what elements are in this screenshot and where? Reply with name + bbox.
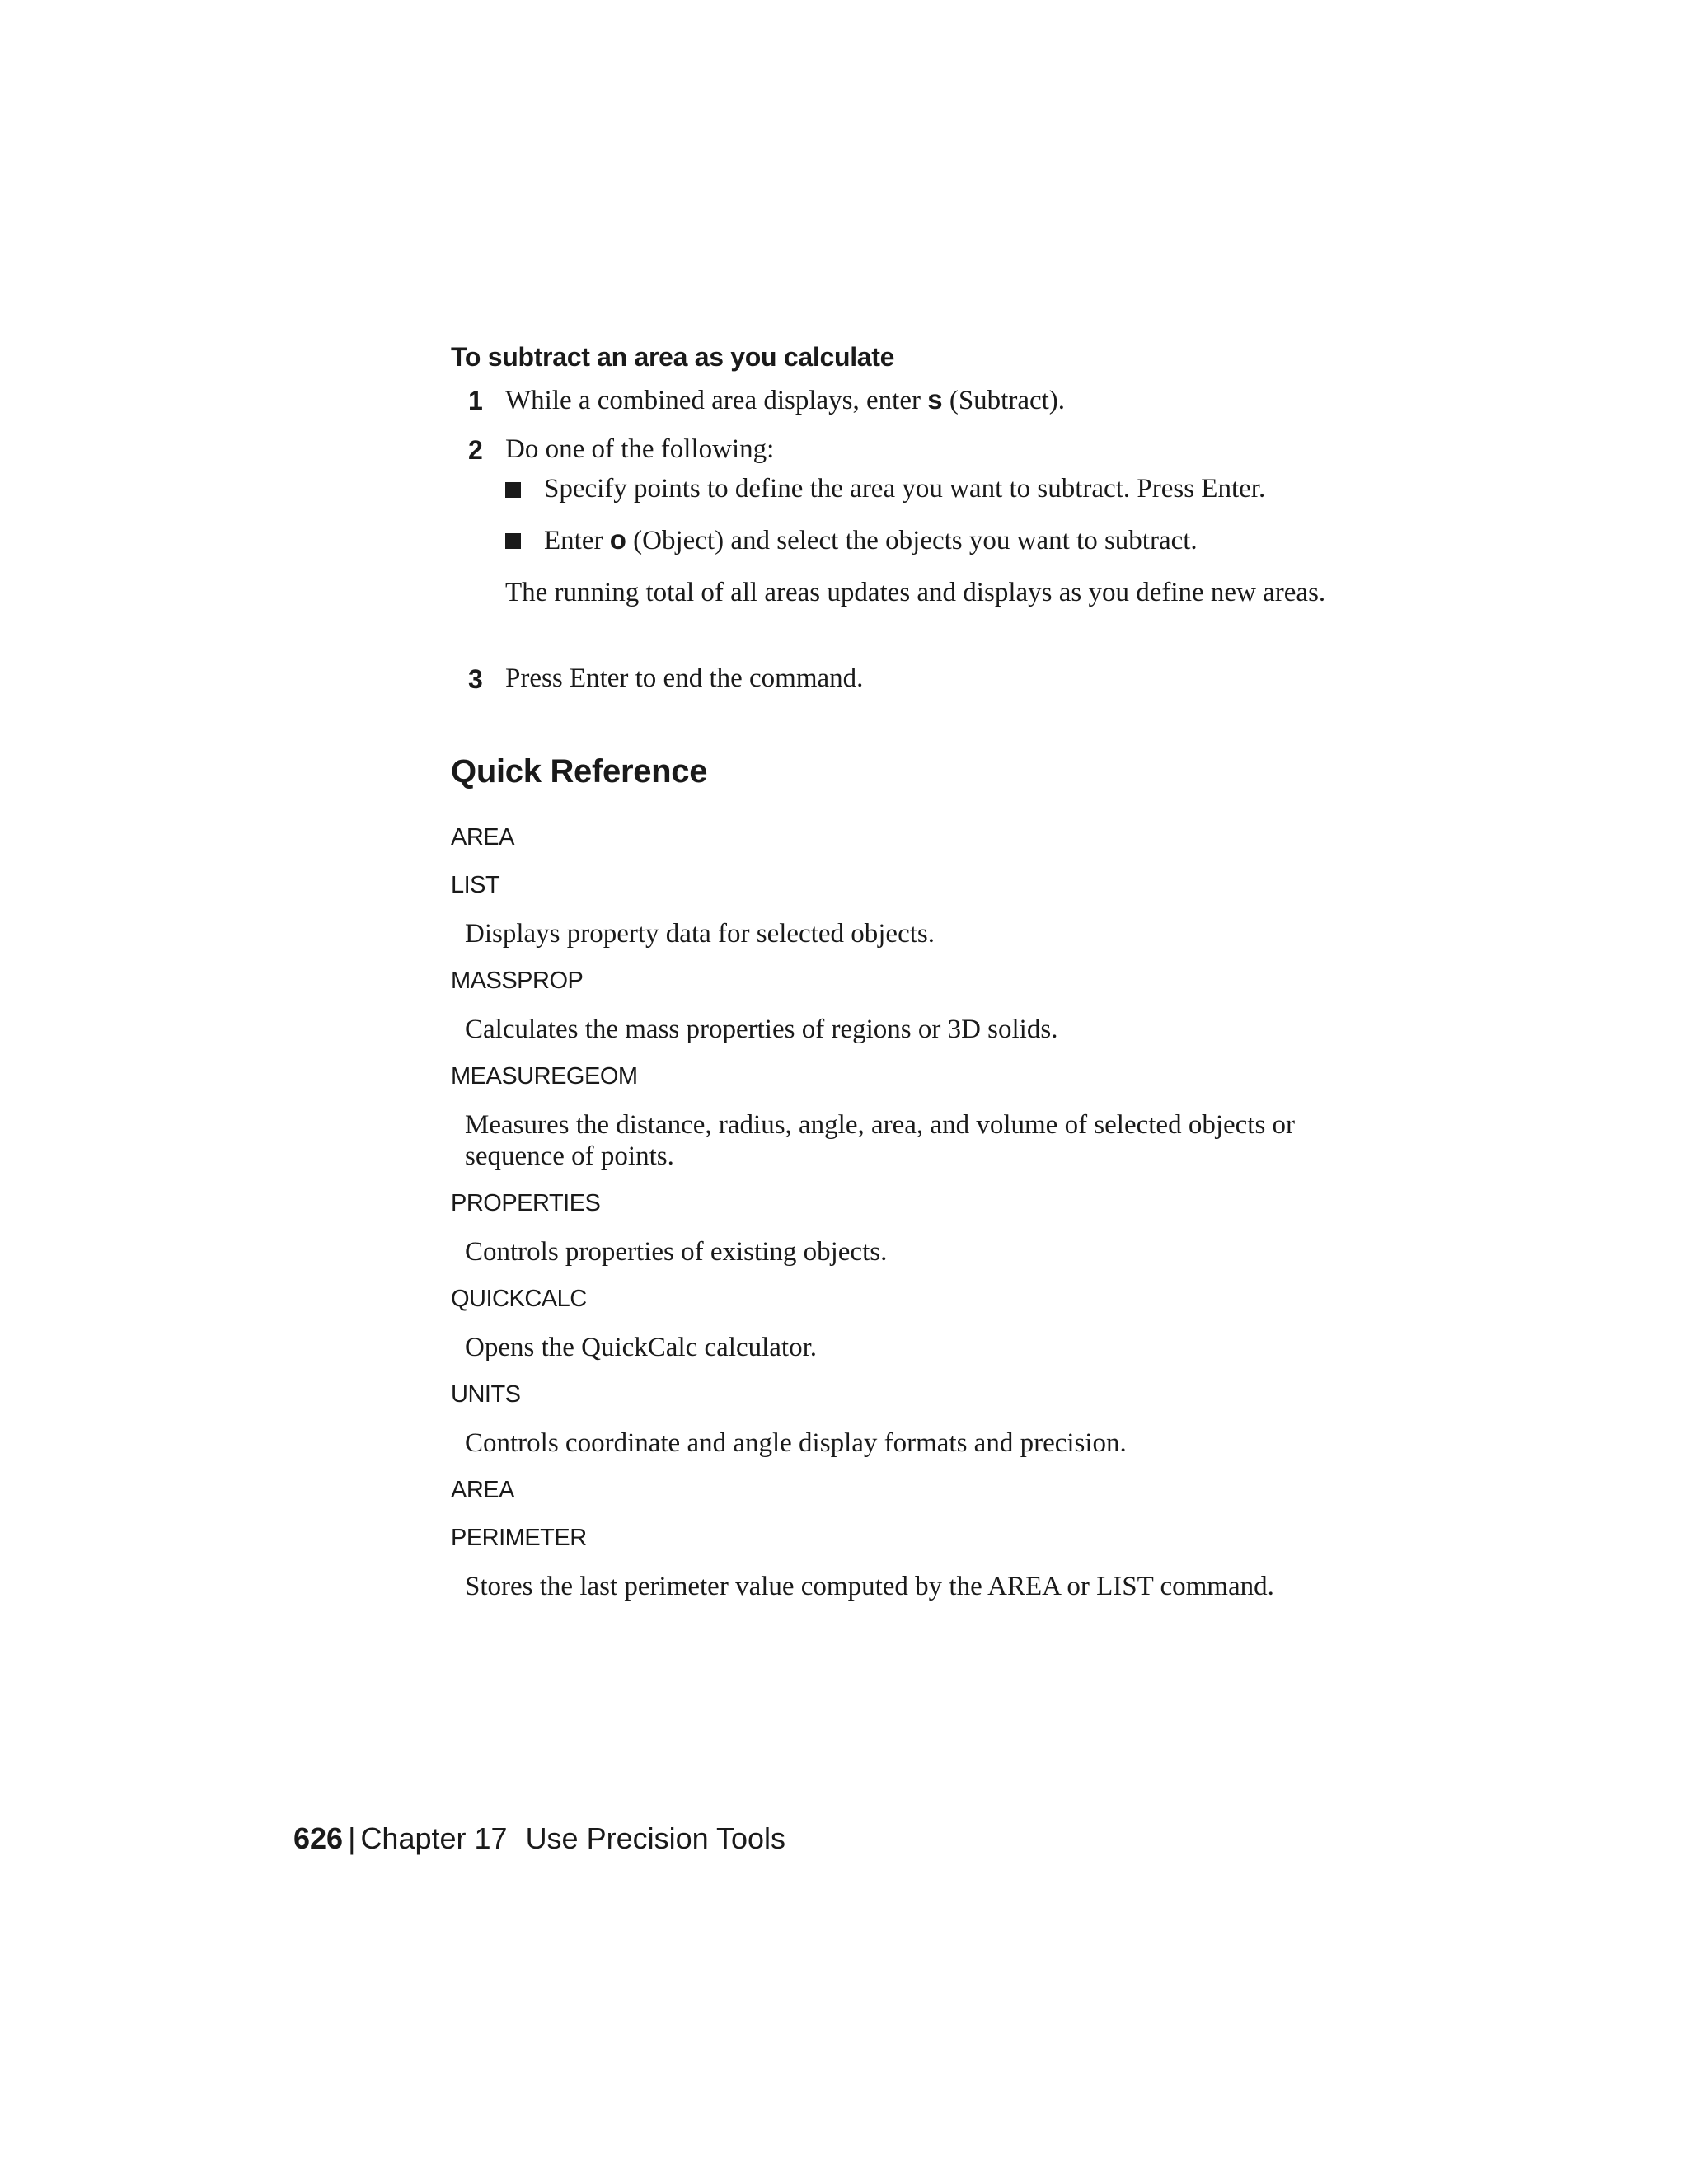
ref-command-perimeter: PERIMETER bbox=[451, 1525, 587, 1551]
ref-command-properties: PROPERTIES bbox=[451, 1190, 601, 1216]
ref-command-quickcalc: QUICKCALC bbox=[451, 1286, 587, 1312]
step-number-1: 1 bbox=[468, 386, 483, 415]
ref-command-massprop: MASSPROP bbox=[451, 968, 584, 994]
ref-command-area-2: AREA bbox=[451, 1477, 514, 1503]
page-footer bbox=[293, 1821, 785, 1856]
bullet-1-text: Specify points to define the area you want to subtract. Press Enter. bbox=[544, 474, 1266, 504]
quick-reference-heading: Quick Reference bbox=[451, 753, 708, 790]
ref-description-massprop: Calculates the mass properties of regions or 3D solids. bbox=[465, 1015, 1058, 1044]
bullet-2-keyword: o bbox=[609, 524, 626, 555]
ref-command-units: UNITS bbox=[451, 1381, 521, 1408]
bullet-square-icon bbox=[505, 533, 521, 549]
step-2-text: Do one of the following: bbox=[505, 434, 775, 464]
step-1-text bbox=[505, 384, 1338, 416]
ref-description-measuregeom: Measures the distance, radius, angle, area, and volume of selected objects or sequence of points. bbox=[465, 1110, 1296, 1171]
step-1-text-after: (Subtract). bbox=[942, 386, 1066, 415]
step-3-text: Press Enter to end the command. bbox=[505, 663, 864, 693]
ref-description-quickcalc: Opens the QuickCalc calculator. bbox=[465, 1333, 818, 1362]
page-number: 626 bbox=[293, 1821, 344, 1855]
footer-chapter: Chapter 17 bbox=[360, 1821, 508, 1855]
ref-description-perimeter: Stores the last perimeter value computed by the AREA or LIST command. bbox=[465, 1572, 1274, 1601]
step-1-text-before: While a combined area displays, enter bbox=[505, 386, 928, 415]
bullet-2-text bbox=[544, 524, 1352, 556]
ref-command-list: LIST bbox=[451, 872, 500, 898]
ref-command-measuregeom: MEASUREGEOM bbox=[451, 1063, 638, 1090]
ref-command-area: AREA bbox=[451, 824, 514, 851]
footer-separator: | bbox=[348, 1821, 356, 1855]
step-number-3: 3 bbox=[468, 664, 483, 694]
ref-description-properties: Controls properties of existing objects. bbox=[465, 1237, 888, 1267]
ref-description-units: Controls coordinate and angle display formats and precision. bbox=[465, 1428, 1127, 1458]
bullet-2-text-after: (Object) and select the objects you want to subtract. bbox=[626, 526, 1198, 555]
bullet-2-text-before: Enter bbox=[544, 526, 610, 555]
step-number-2: 2 bbox=[468, 435, 483, 465]
ref-description-list: Displays property data for selected objects. bbox=[465, 919, 935, 949]
bullet-square-icon bbox=[505, 482, 521, 498]
procedure-title: To subtract an area as you calculate bbox=[451, 342, 895, 372]
step-1-keyword: s bbox=[927, 384, 943, 415]
footer-chapter-title: Use Precision Tools bbox=[525, 1821, 786, 1855]
step-2-note: The running total of all areas updates and displays as you define new areas. bbox=[505, 578, 1326, 607]
